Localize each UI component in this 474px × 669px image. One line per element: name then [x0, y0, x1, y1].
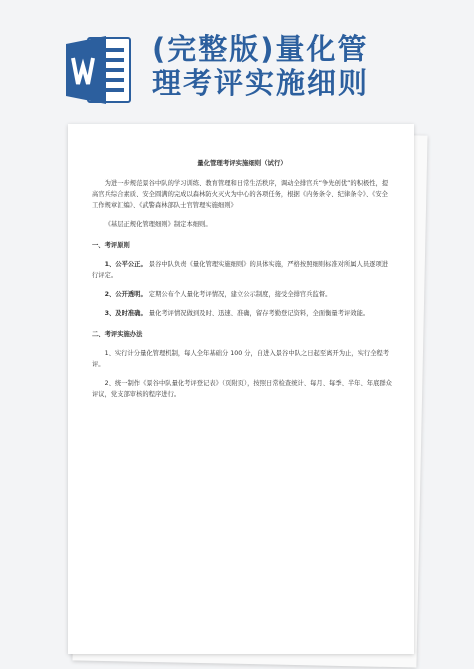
- page-title-line-2: 理考评实施细则: [152, 66, 370, 100]
- basis-paragraph: 《基层正规化管理细则》制定本细则。: [104, 221, 212, 228]
- section-heading-principles: 一、考评原则: [92, 242, 130, 249]
- document-body: [92, 158, 392, 408]
- principle-item-3: [92, 308, 392, 319]
- document-preview: [68, 124, 420, 664]
- page-title-line-1: (完整版)量化管: [152, 32, 369, 66]
- principle-item-1-label: 1、公平公正。: [104, 261, 147, 268]
- section-heading-methods: 二、考评实施办法: [92, 331, 143, 338]
- principle-item-2-label: 2、公开透明。: [104, 291, 147, 298]
- intro-paragraph: 为进一步规范景谷中队的学习训练、教育管理和日常生活秩序，调动全排官兵“争先创优”的积极性，提高官兵综合素质、安全圆满的完成以森林防火灭火为中心的各项任务，根据《内务条令、纪律条令》、《安全工作规章汇编》、《武警森林部队士官管理实施细则》: [92, 180, 389, 209]
- principle-item-1-text: 景谷中队负责《量化管理实施细则》的具体实施，严格按照细则标准对所属人员逐项进行评定。: [92, 261, 389, 279]
- document-title: 量化管理考评实施细则（试行）: [197, 159, 287, 167]
- method-item-2: 2、统一制作《景谷中队量化考评登记表》（页附页），按照日常检查统计、每月、每季、半年、年底群众评议，党支部审核的程序进行。: [92, 380, 392, 398]
- front-page: [68, 124, 414, 654]
- principle-item-1: [92, 259, 392, 281]
- principle-item-3-label: 3、及时准确。: [104, 310, 147, 317]
- header-banner: [0, 0, 474, 118]
- principle-item-2: [92, 289, 392, 300]
- method-item-1: 1、实行计分量化管理机制，每人全年基础分 100 分，自进入景谷中队之日起至离开为止，实行全程考评。: [92, 350, 390, 368]
- word-icon: [66, 34, 132, 106]
- principle-item-3-text: 量化考评情况做到及时、迅速、准确，留存考勤登记资料，全面衡量考评效能。: [148, 310, 370, 317]
- principle-item-2-text: 定期公布个人量化考评情况，建立公示制度，接受全排官兵监督。: [148, 291, 332, 298]
